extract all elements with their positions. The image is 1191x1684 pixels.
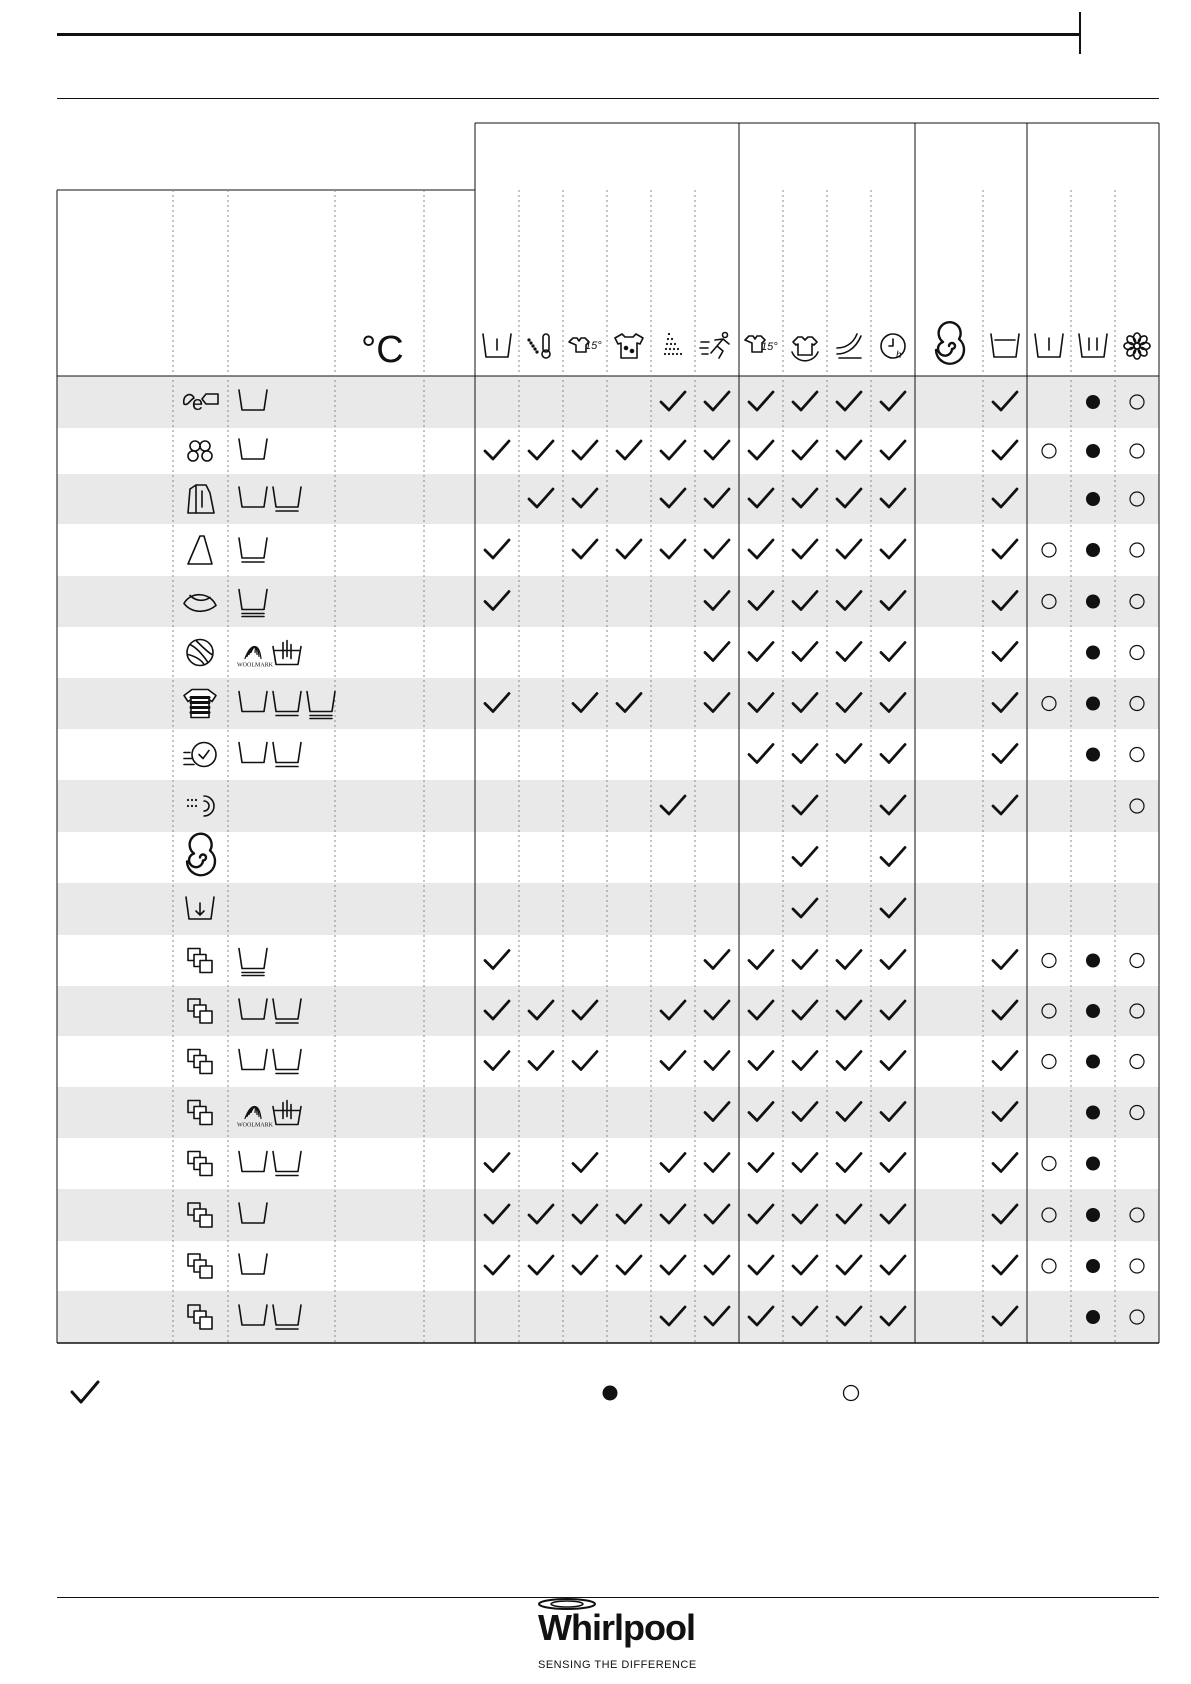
- check-mark: [837, 951, 861, 969]
- check-mark: [793, 1256, 817, 1274]
- check-mark: [837, 745, 861, 763]
- check-mark: [529, 1052, 553, 1070]
- check-mark: [705, 540, 729, 558]
- check-mark: [993, 951, 1017, 969]
- svg-text:15°: 15°: [761, 341, 778, 353]
- check-mark: [485, 441, 509, 459]
- check-mark: [881, 1154, 905, 1172]
- check-mark: [749, 540, 773, 558]
- open-circle: [1130, 1259, 1144, 1273]
- wash-basin-line-icon: [273, 1152, 301, 1176]
- check-mark: [617, 1256, 641, 1274]
- delay-timer-icon: [881, 334, 905, 361]
- check-mark: [661, 441, 685, 459]
- open-circle: [1130, 954, 1144, 968]
- spin-icon: [936, 322, 964, 363]
- check-mark: [993, 643, 1017, 661]
- check-mark: [881, 848, 905, 866]
- open-circle: [1130, 1055, 1144, 1069]
- memory-icon: [188, 1050, 212, 1074]
- open-circle: [1042, 1259, 1056, 1273]
- check-mark: [793, 1154, 817, 1172]
- open-circle: [1042, 543, 1056, 557]
- check-mark: [617, 540, 641, 558]
- shirt-15-degree-icon: [745, 336, 778, 353]
- wash-basin-icon: [239, 1152, 267, 1172]
- filled-circle: [1086, 697, 1100, 711]
- open-circle: [1130, 646, 1144, 660]
- check-mark: [573, 1052, 597, 1070]
- check-mark: [485, 1154, 509, 1172]
- check-mark: [485, 1052, 509, 1070]
- wash-basin-line-icon: [239, 538, 267, 562]
- svg-text:WOOLMARK: WOOLMARK: [237, 1122, 273, 1129]
- filled-circle: [1086, 646, 1100, 660]
- basin-one-line-icon: [1035, 334, 1063, 357]
- row-shade: [57, 883, 1159, 935]
- check-mark: [793, 951, 817, 969]
- check-mark: [749, 441, 773, 459]
- check-mark: [993, 745, 1017, 763]
- open-circle: [1130, 543, 1144, 557]
- check-mark: [793, 848, 817, 866]
- wash-basin-icon: [239, 439, 267, 459]
- check-mark: [749, 1256, 773, 1274]
- check-mark: [485, 951, 509, 969]
- shirt-15-icon: [569, 338, 602, 352]
- filled-circle: [1086, 1055, 1100, 1069]
- wash-basin-two-lines-icon: [239, 949, 267, 976]
- quick-wash-icon: [184, 743, 216, 767]
- softener-flower-icon: [1124, 333, 1150, 359]
- filled-circle: [1086, 1004, 1100, 1018]
- rinse-icon: [792, 337, 818, 361]
- check-mark: [793, 540, 817, 558]
- check-mark: [485, 540, 509, 558]
- open-circle: [1042, 1157, 1056, 1171]
- wash-basin-icon: [239, 1050, 267, 1070]
- check-mark: [793, 1052, 817, 1070]
- svg-text:h: h: [896, 350, 902, 361]
- wash-basin-icon: [239, 1254, 267, 1274]
- check-mark: [749, 951, 773, 969]
- memory-icon: [188, 1254, 212, 1278]
- check-mark: [705, 1052, 729, 1070]
- check-mark: [705, 1256, 729, 1274]
- running-man-icon: [700, 333, 729, 359]
- check-mark: [837, 1052, 861, 1070]
- wool-icon: [187, 640, 213, 666]
- check-mark: [529, 441, 553, 459]
- steam-icon: [664, 333, 682, 355]
- svg-text:15°: 15°: [585, 340, 602, 352]
- check-mark: [705, 643, 729, 661]
- check-mark: [881, 951, 905, 969]
- open-circle: [1042, 444, 1056, 458]
- spin-icon: [187, 834, 215, 875]
- check-mark: [837, 1154, 861, 1172]
- filled-circle: [1086, 954, 1100, 968]
- filled-circle: [1086, 444, 1100, 458]
- svg-text:WOOLMARK: WOOLMARK: [237, 662, 273, 669]
- synthetic-icon: [188, 536, 212, 564]
- wash-basin-icon: [239, 743, 267, 763]
- cotton-icon: [188, 441, 212, 461]
- temperature-header: °C: [361, 329, 404, 371]
- filled-circle: [1086, 1106, 1100, 1120]
- check-mark: [881, 1256, 905, 1274]
- check-mark: [661, 1154, 685, 1172]
- open-circle: [1042, 1055, 1056, 1069]
- check-mark: [837, 540, 861, 558]
- memory-icon: [188, 1152, 212, 1176]
- check-mark: [993, 1052, 1017, 1070]
- temperature-spray-icon: [528, 334, 550, 358]
- check-mark: [573, 540, 597, 558]
- check-mark: [705, 951, 729, 969]
- basin-two-lines-icon: [1079, 334, 1107, 357]
- check-mark: [485, 1256, 509, 1274]
- woolmark-icon: [237, 647, 274, 669]
- wash-basin-line-icon: [273, 1050, 301, 1074]
- check-mark: [617, 441, 641, 459]
- filled-circle: [1086, 1208, 1100, 1222]
- open-circle: [1130, 444, 1144, 458]
- check-mark: [573, 1256, 597, 1274]
- check-mark: [993, 540, 1017, 558]
- check-mark: [793, 745, 817, 763]
- check-mark: [661, 540, 685, 558]
- memory-icon: [188, 949, 212, 973]
- filled-circle: [1086, 492, 1100, 506]
- svg-text:e: e: [192, 393, 204, 415]
- check-mark: [793, 441, 817, 459]
- check-mark: [993, 441, 1017, 459]
- filled-circle: [1086, 595, 1100, 609]
- check-mark: [529, 1256, 553, 1274]
- check-mark: [573, 1154, 597, 1172]
- check-mark: [661, 1256, 685, 1274]
- filled-circle: [1086, 543, 1100, 557]
- shirt-stain-icon: [615, 334, 643, 358]
- check-mark: [881, 540, 905, 558]
- check-mark: [573, 441, 597, 459]
- logo-tagline: SENSING THE DIFFERENCE: [538, 1659, 697, 1671]
- check-mark: [661, 1052, 685, 1070]
- prewash-basin-icon: [991, 334, 1019, 357]
- open-circle: [1130, 748, 1144, 762]
- check-mark: [837, 643, 861, 661]
- check-mark: [881, 1052, 905, 1070]
- basin-icon: [483, 334, 511, 357]
- filled-circle: [1086, 395, 1100, 409]
- check-mark: [881, 441, 905, 459]
- open-circle: [1042, 954, 1056, 968]
- check-mark: [749, 1154, 773, 1172]
- check-mark: [749, 643, 773, 661]
- extra-rinse-icon: [837, 334, 861, 358]
- hand-wash-icon: [273, 641, 301, 665]
- check-mark: [993, 1256, 1017, 1274]
- logo-wordmark: Whirlpool: [538, 1607, 695, 1648]
- filled-circle: [1086, 1259, 1100, 1273]
- check-mark: [749, 1052, 773, 1070]
- check-mark: [837, 1256, 861, 1274]
- check-mark: [793, 643, 817, 661]
- check-mark: [705, 441, 729, 459]
- check-mark: [705, 1154, 729, 1172]
- filled-circle: [1086, 748, 1100, 762]
- filled-circle: [1086, 1310, 1100, 1324]
- check-mark: [993, 1154, 1017, 1172]
- filled-circle: [1086, 1157, 1100, 1171]
- check-mark: [837, 441, 861, 459]
- check-mark: [749, 745, 773, 763]
- check-mark: [881, 643, 905, 661]
- check-mark: [881, 745, 905, 763]
- wash-basin-line-icon: [273, 743, 301, 767]
